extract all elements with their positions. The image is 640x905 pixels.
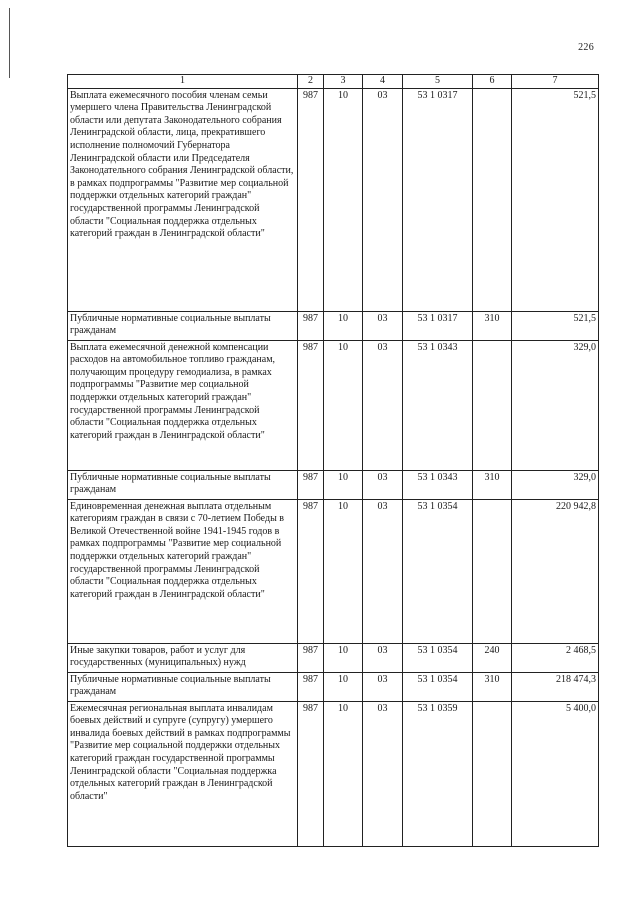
budget-table <box>67 74 599 847</box>
cell-target-article: 53 1 0354 <box>403 643 473 672</box>
cell-code: 987 <box>298 499 324 643</box>
cell-target-article: 53 1 0354 <box>403 672 473 701</box>
table-row <box>68 499 599 643</box>
row-description: Выплата ежемесячной денежной компенсации расходов на автомобильное топливо гражданам, получающим процедуру гемодиализа, в рамках подпрограммы "Развитие мер социальной поддержки отдельных категорий граждан" государственной программы Ленинградской области "Социальная поддержка отдельных категорий граждан в Ленинградской области" <box>68 340 298 470</box>
cell-amount: 329,0 <box>512 470 599 499</box>
row-description: Публичные нормативные социальные выплаты гражданам <box>68 311 298 340</box>
cell-amount: 218 474,3 <box>512 672 599 701</box>
cell-section: 10 <box>324 643 363 672</box>
header-cell: 2 <box>298 75 324 89</box>
cell-section: 10 <box>324 499 363 643</box>
cell-expense-type: 240 <box>473 643 512 672</box>
cell-code: 987 <box>298 88 324 311</box>
cell-code: 987 <box>298 672 324 701</box>
cell-amount: 329,0 <box>512 340 599 470</box>
table-row <box>68 701 599 846</box>
cell-section: 10 <box>324 88 363 311</box>
row-description: Публичные нормативные социальные выплаты гражданам <box>68 470 298 499</box>
cell-amount: 2 468,5 <box>512 643 599 672</box>
cell-amount: 220 942,8 <box>512 499 599 643</box>
cell-expense-type: 310 <box>473 311 512 340</box>
header-cell: 6 <box>473 75 512 89</box>
cell-target-article: 53 1 0317 <box>403 88 473 311</box>
cell-code: 987 <box>298 340 324 470</box>
scan-edge-line <box>9 8 10 78</box>
cell-subsection: 03 <box>363 470 403 499</box>
cell-subsection: 03 <box>363 340 403 470</box>
page-number: 226 <box>578 42 594 53</box>
cell-expense-type <box>473 701 512 846</box>
cell-target-article: 53 1 0343 <box>403 340 473 470</box>
cell-target-article: 53 1 0359 <box>403 701 473 846</box>
cell-expense-type: 310 <box>473 672 512 701</box>
row-description: Выплата ежемесячного пособия членам семьи умершего члена Правительства Ленинградской области или депутата Законодательного собрания Ленинградской области, лица, прекратившего исполнение полномочий Губернатора Ленинградской области или Председателя Законодательного собрания Ленинградской области, в рамках подпрограммы "Развитие мер социальной поддержки отдельных категорий граждан" государственной программы Ленинградской области "Социальная поддержка отдельных категорий граждан в Ленинградской области" <box>68 88 298 311</box>
table-row <box>68 311 599 340</box>
cell-section: 10 <box>324 311 363 340</box>
header-cell: 4 <box>363 75 403 89</box>
cell-subsection: 03 <box>363 643 403 672</box>
row-description: Ежемесячная региональная выплата инвалидам боевых действий и супруге (супругу) умершего инвалида боевых действий в рамках подпрограммы "Развитие мер социальной поддержки отдельных категорий граждан государственной программы Ленинградской области "Социальная поддержка отдельных категорий граждан в Ленинградской области" <box>68 701 298 846</box>
cell-code: 987 <box>298 470 324 499</box>
cell-section: 10 <box>324 470 363 499</box>
cell-expense-type <box>473 88 512 311</box>
table-row <box>68 88 599 311</box>
row-description: Единовременная денежная выплата отдельным категориям граждан в связи с 70-летием Победы в Великой Отечественной войне 1941-1945 годов в рамках подпрограммы "Развитие мер социальной поддержки отдельных категорий граждан" государственной программы Ленинградской области "Социальная поддержка отдельных категорий граждан в Ленинградской области" <box>68 499 298 643</box>
cell-subsection: 03 <box>363 672 403 701</box>
cell-code: 987 <box>298 701 324 846</box>
cell-subsection: 03 <box>363 499 403 643</box>
header-cell: 5 <box>403 75 473 89</box>
header-cell: 1 <box>68 75 298 89</box>
cell-target-article: 53 1 0317 <box>403 311 473 340</box>
table-row <box>68 470 599 499</box>
cell-subsection: 03 <box>363 701 403 846</box>
header-cell: 3 <box>324 75 363 89</box>
table-row <box>68 340 599 470</box>
table-row <box>68 672 599 701</box>
row-description: Иные закупки товаров, работ и услуг для государственных (муниципальных) нужд <box>68 643 298 672</box>
cell-expense-type <box>473 340 512 470</box>
cell-target-article: 53 1 0354 <box>403 499 473 643</box>
cell-expense-type <box>473 499 512 643</box>
header-cell: 7 <box>512 75 599 89</box>
row-description: Публичные нормативные социальные выплаты гражданам <box>68 672 298 701</box>
cell-section: 10 <box>324 701 363 846</box>
cell-target-article: 53 1 0343 <box>403 470 473 499</box>
cell-amount: 5 400,0 <box>512 701 599 846</box>
table-row <box>68 643 599 672</box>
cell-amount: 521,5 <box>512 88 599 311</box>
cell-subsection: 03 <box>363 88 403 311</box>
cell-expense-type: 310 <box>473 470 512 499</box>
cell-subsection: 03 <box>363 311 403 340</box>
table-header-row <box>68 75 599 89</box>
cell-code: 987 <box>298 643 324 672</box>
cell-code: 987 <box>298 311 324 340</box>
cell-section: 10 <box>324 340 363 470</box>
cell-amount: 521,5 <box>512 311 599 340</box>
cell-section: 10 <box>324 672 363 701</box>
